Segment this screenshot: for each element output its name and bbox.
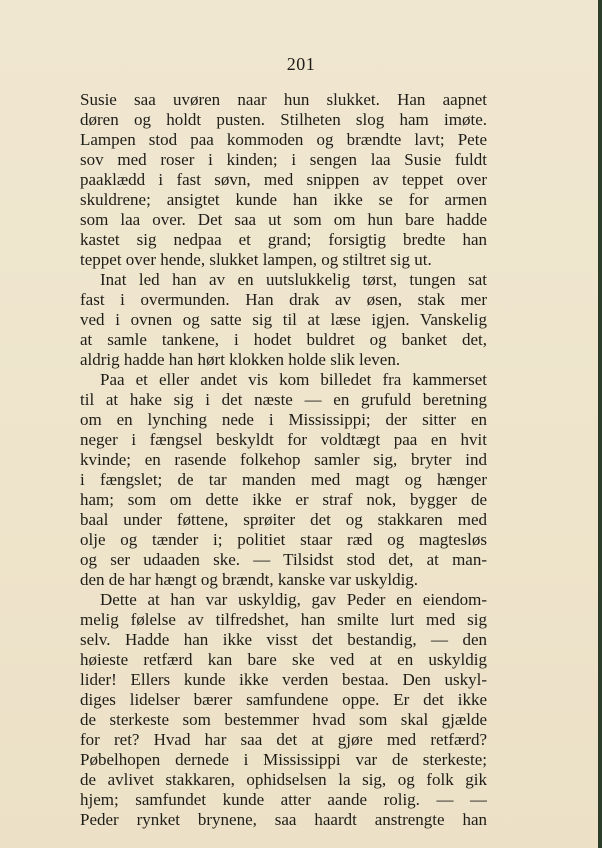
text-line: teppet over hende, slukket lampen, og stiltret sig ut. (80, 250, 432, 269)
text-line: Peder rynket brynene, saa haardt anstrengte han (80, 810, 487, 829)
text-line: melig følelse av tilfredshet, han smilte lurt med sig (80, 610, 487, 629)
scan-edge (598, 0, 602, 848)
text-line: at samle tankene, i hodet buldret og banket det, (80, 330, 487, 349)
text-line: Lampen stod paa kommoden og brændte lavt; Pete (80, 130, 487, 149)
text-line: høieste retfærd kan bare ske ved at en uskyldig (80, 650, 487, 669)
text-line: de sterkeste som bestemmer hvad som skal gjælde (80, 710, 487, 729)
text-line: skuldrene; ansigtet kunde han ikke se for armen (80, 190, 487, 209)
text-line: den de har hængt og brændt, kanske var uskyldig. (80, 570, 419, 589)
text-line: om en lynching nede i Mississippi; der sitter en (80, 410, 487, 429)
text-line: som laa over. Det saa ut som om hun bare hadde (80, 210, 487, 229)
text-line: Dette at han var uskyldig, gav Peder en eiendom- (100, 590, 487, 609)
text-line: for ret? Hvad har saa det at gjøre med retfærd? (80, 730, 487, 749)
text-line: i fængslet; de tar manden med magt og hænger (80, 470, 487, 489)
text-line: aldrig hadde han hørt klokken holde slik leven. (80, 350, 401, 369)
text-line: diges lidelser bærer samfundene oppe. Er det ikke (80, 690, 487, 709)
text-line: kvinde; en rasende folkehop samler sig, bryter ind (80, 450, 487, 469)
text-line: baal under føttene, sprøiter det og stakkaren med (80, 510, 487, 529)
text-line: lider! Ellers kunde ikke verden bestaa. Den uskyl- (80, 670, 487, 689)
text-line: Inat led han av en uutslukkelig tørst, tungen sat (100, 270, 487, 289)
text-line: Paa et eller andet vis kom billedet fra kammerset (100, 370, 487, 389)
page-number: 201 (286, 54, 316, 74)
text-line: fast i overmunden. Han drak av øsen, stak mer (80, 290, 487, 309)
text-line: selv. Hadde han ikke visst det bestandig, — den (80, 630, 487, 649)
text-line: paaklædd i fast søvn, med snippen av teppet over (80, 170, 487, 189)
text-line: til at hake sig i det næste — en grufuld beretning (80, 390, 487, 409)
text-line: kastet sig nedpaa et grand; forsigtig bredte han (80, 230, 487, 249)
body-text (80, 90, 487, 830)
text-line: de avlivet stakkaren, ophidselsen la sig, og folk gik (80, 770, 487, 789)
text-line: sov med roser i kinden; i sengen laa Susie fuldt (80, 150, 487, 169)
text-line: Susie saa uvøren naar hun slukket. Han aapnet (80, 90, 487, 109)
text-line: olje og tænder i; politiet staar ræd og magtesløs (80, 530, 487, 549)
text-line: Pøbelhopen dernede i Mississippi var de sterkeste; (80, 750, 487, 769)
text-line: døren og holdt pusten. Stilheten slog ham imøte. (80, 110, 487, 129)
text-line: neger i fængsel beskyldt for voldtægt paa en hvit (80, 430, 487, 449)
text-line: ham; som om dette ikke er straf nok, bygger de (80, 490, 487, 509)
text-line: og ser udaaden ske. — Tilsidst stod det, at man- (80, 550, 487, 569)
text-line: hjem; samfundet kunde atter aande rolig. — — (80, 790, 487, 809)
text-line: ved i ovnen og satte sig til at læse igjen. Vanskelig (80, 310, 487, 329)
